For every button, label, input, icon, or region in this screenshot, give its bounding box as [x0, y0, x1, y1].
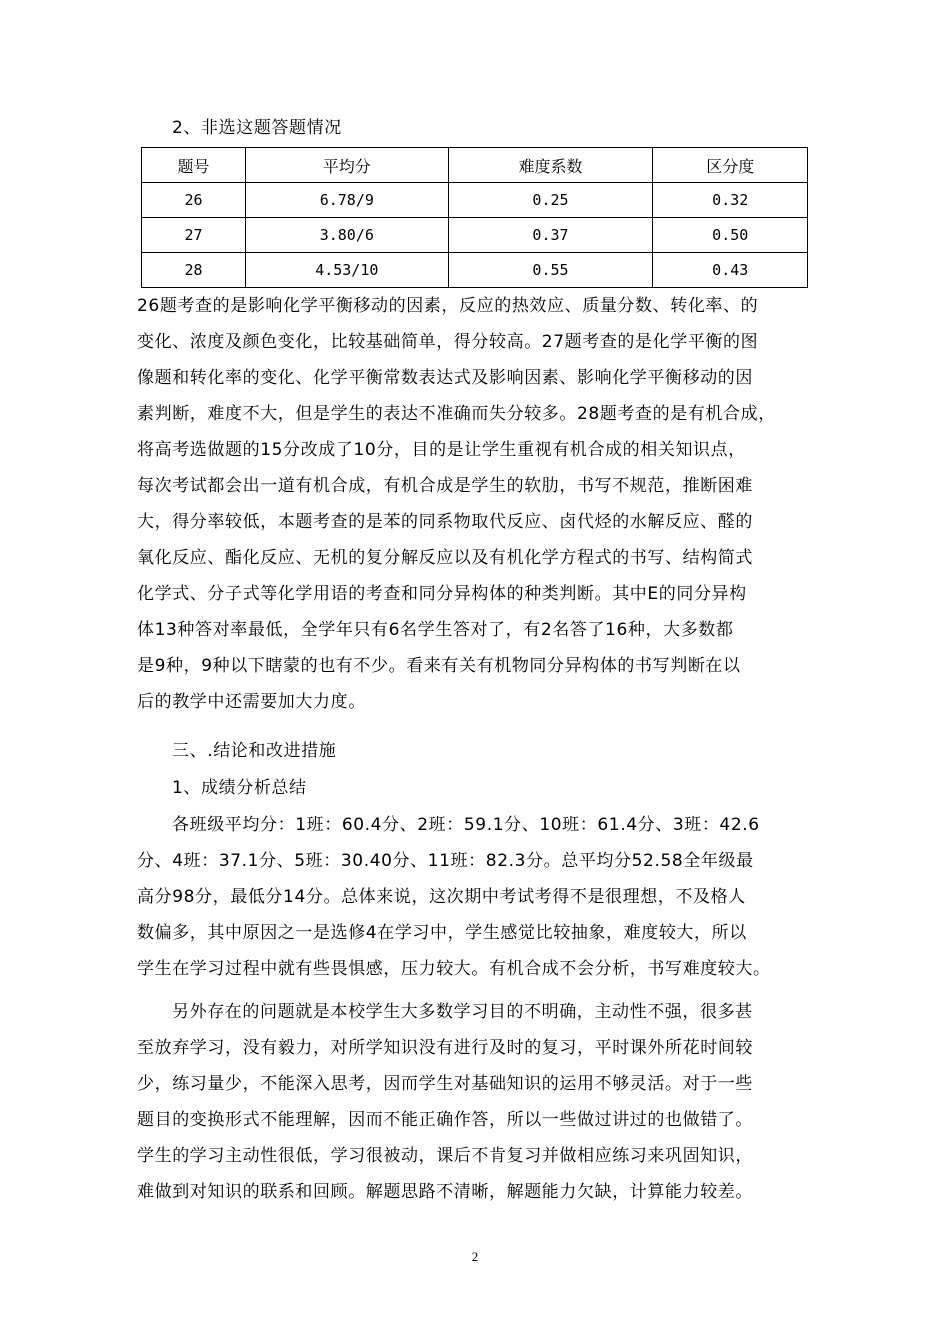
paragraph-line: 至放弃学习，没有毅力，对所学知识没有进行及时的复习，平时课外所花时间较 — [137, 1038, 753, 1058]
table-header-cell: 题号 — [142, 148, 246, 183]
paragraph-line: 将高考选做题的15分改成了10分，目的是让学生重视有机合成的相关知识点， — [137, 440, 746, 460]
table-row — [142, 218, 808, 253]
table-cell: 27 — [142, 218, 246, 253]
paragraph-line: 26题考查的是影响化学平衡移动的因素，反应的热效应、质量分数、转化率、的 — [137, 296, 759, 316]
paragraph-line: 难做到对知识的联系和回顾。解题思路不清晰，解题能力欠缺，计算能力较差。 — [137, 1182, 753, 1202]
table-cell: 6.78/9 — [246, 183, 448, 218]
paragraph-line: 分、4班：37.1分、5班：30.40分、11班：82.3分。总平均分52.58全年级最 — [137, 851, 754, 871]
page-number: 2 — [471, 1249, 479, 1264]
paragraph-line: 化学式、分子式等化学用语的考查和同分异构体的种类判断。其中E的同分异构 — [137, 584, 747, 604]
section-heading: 2、非选这题答题情况 — [172, 118, 342, 138]
section-heading: 三、.结论和改进措施 — [172, 741, 337, 761]
paragraph-line: 后的教学中还需要加大力度。 — [137, 692, 366, 712]
table-header-row — [142, 148, 808, 183]
table-cell: 26 — [142, 183, 246, 218]
score-table — [141, 147, 808, 288]
paragraph-line: 高分98分，最低分14分。总体来说，这次期中考试考得不是很理想，不及格人 — [137, 887, 746, 907]
table-cell: 3.80/6 — [246, 218, 448, 253]
paragraph-line: 大，得分率较低，本题考查的是苯的同系物取代反应、卤代烃的水解反应、醛的 — [137, 512, 753, 532]
table-cell: 0.43 — [653, 253, 808, 288]
table-row — [142, 253, 808, 288]
paragraph-line: 学生在学习过程中就有些畏惧感，压力较大。有机合成不会分析，书写难度较大。 — [137, 959, 771, 979]
table-cell: 4.53/10 — [246, 253, 448, 288]
table-row — [142, 183, 808, 218]
paragraph-line: 变化、浓度及颜色变化，比较基础简单，得分较高。27题考查的是化学平衡的图 — [137, 332, 759, 352]
table-header-cell: 区分度 — [653, 148, 808, 183]
paragraph-line: 体13种答对率最低，全学年只有6名学生答对了，有2名答了16种，大多数都 — [137, 620, 734, 640]
paragraph-line: 各班级平均分：1班：60.4分、2班：59.1分、10班：61.4分、3班：42.6 — [172, 815, 760, 835]
paragraph-line: 题目的变换形式不能理解，因而不能正确作答，所以一些做过讲过的也做错了。 — [137, 1110, 753, 1130]
table-header-cell: 难度系数 — [448, 148, 653, 183]
table-cell: 0.37 — [448, 218, 653, 253]
table-cell: 0.32 — [653, 183, 808, 218]
table-cell: 28 — [142, 253, 246, 288]
paragraph-line: 学生的学习主动性很低，学习很被动，课后不肯复习并做相应练习来巩固知识， — [137, 1146, 753, 1166]
subsection-heading: 1、成绩分析总结 — [172, 778, 307, 798]
paragraph-line: 像题和转化率的变化、化学平衡常数表达式及影响因素、影响化学平衡移动的因 — [137, 368, 753, 388]
table-cell: 0.55 — [448, 253, 653, 288]
paragraph-line: 另外存在的问题就是本校学生大多数学习目的不明确，主动性不强，很多甚 — [172, 1002, 753, 1022]
paragraph-line: 氧化反应、酯化反应、无机的复分解反应以及有机化学方程式的书写、结构简式 — [137, 548, 753, 568]
paragraph-line: 数偏多，其中原因之一是选修4在学习中，学生感觉比较抽象，难度较大，所以 — [137, 923, 747, 943]
table-cell: 0.50 — [653, 218, 808, 253]
paragraph-line: 是9种，9种以下瞎蒙的也有不少。看来有关有机物同分异构体的书写判断在以 — [137, 656, 741, 676]
paragraph-line: 少，练习量少，不能深入思考，因而学生对基础知识的运用不够灵活。对于一些 — [137, 1074, 753, 1094]
table-header-cell: 平均分 — [246, 148, 448, 183]
table-cell: 0.25 — [448, 183, 653, 218]
paragraph-line: 每次考试都会出一道有机合成，有机合成是学生的软肋，书写不规范，推断困难 — [137, 476, 753, 496]
paragraph-line: 素判断，难度不大，但是学生的表达不准确而失分较多。28题考查的是有机合成， — [137, 404, 776, 424]
